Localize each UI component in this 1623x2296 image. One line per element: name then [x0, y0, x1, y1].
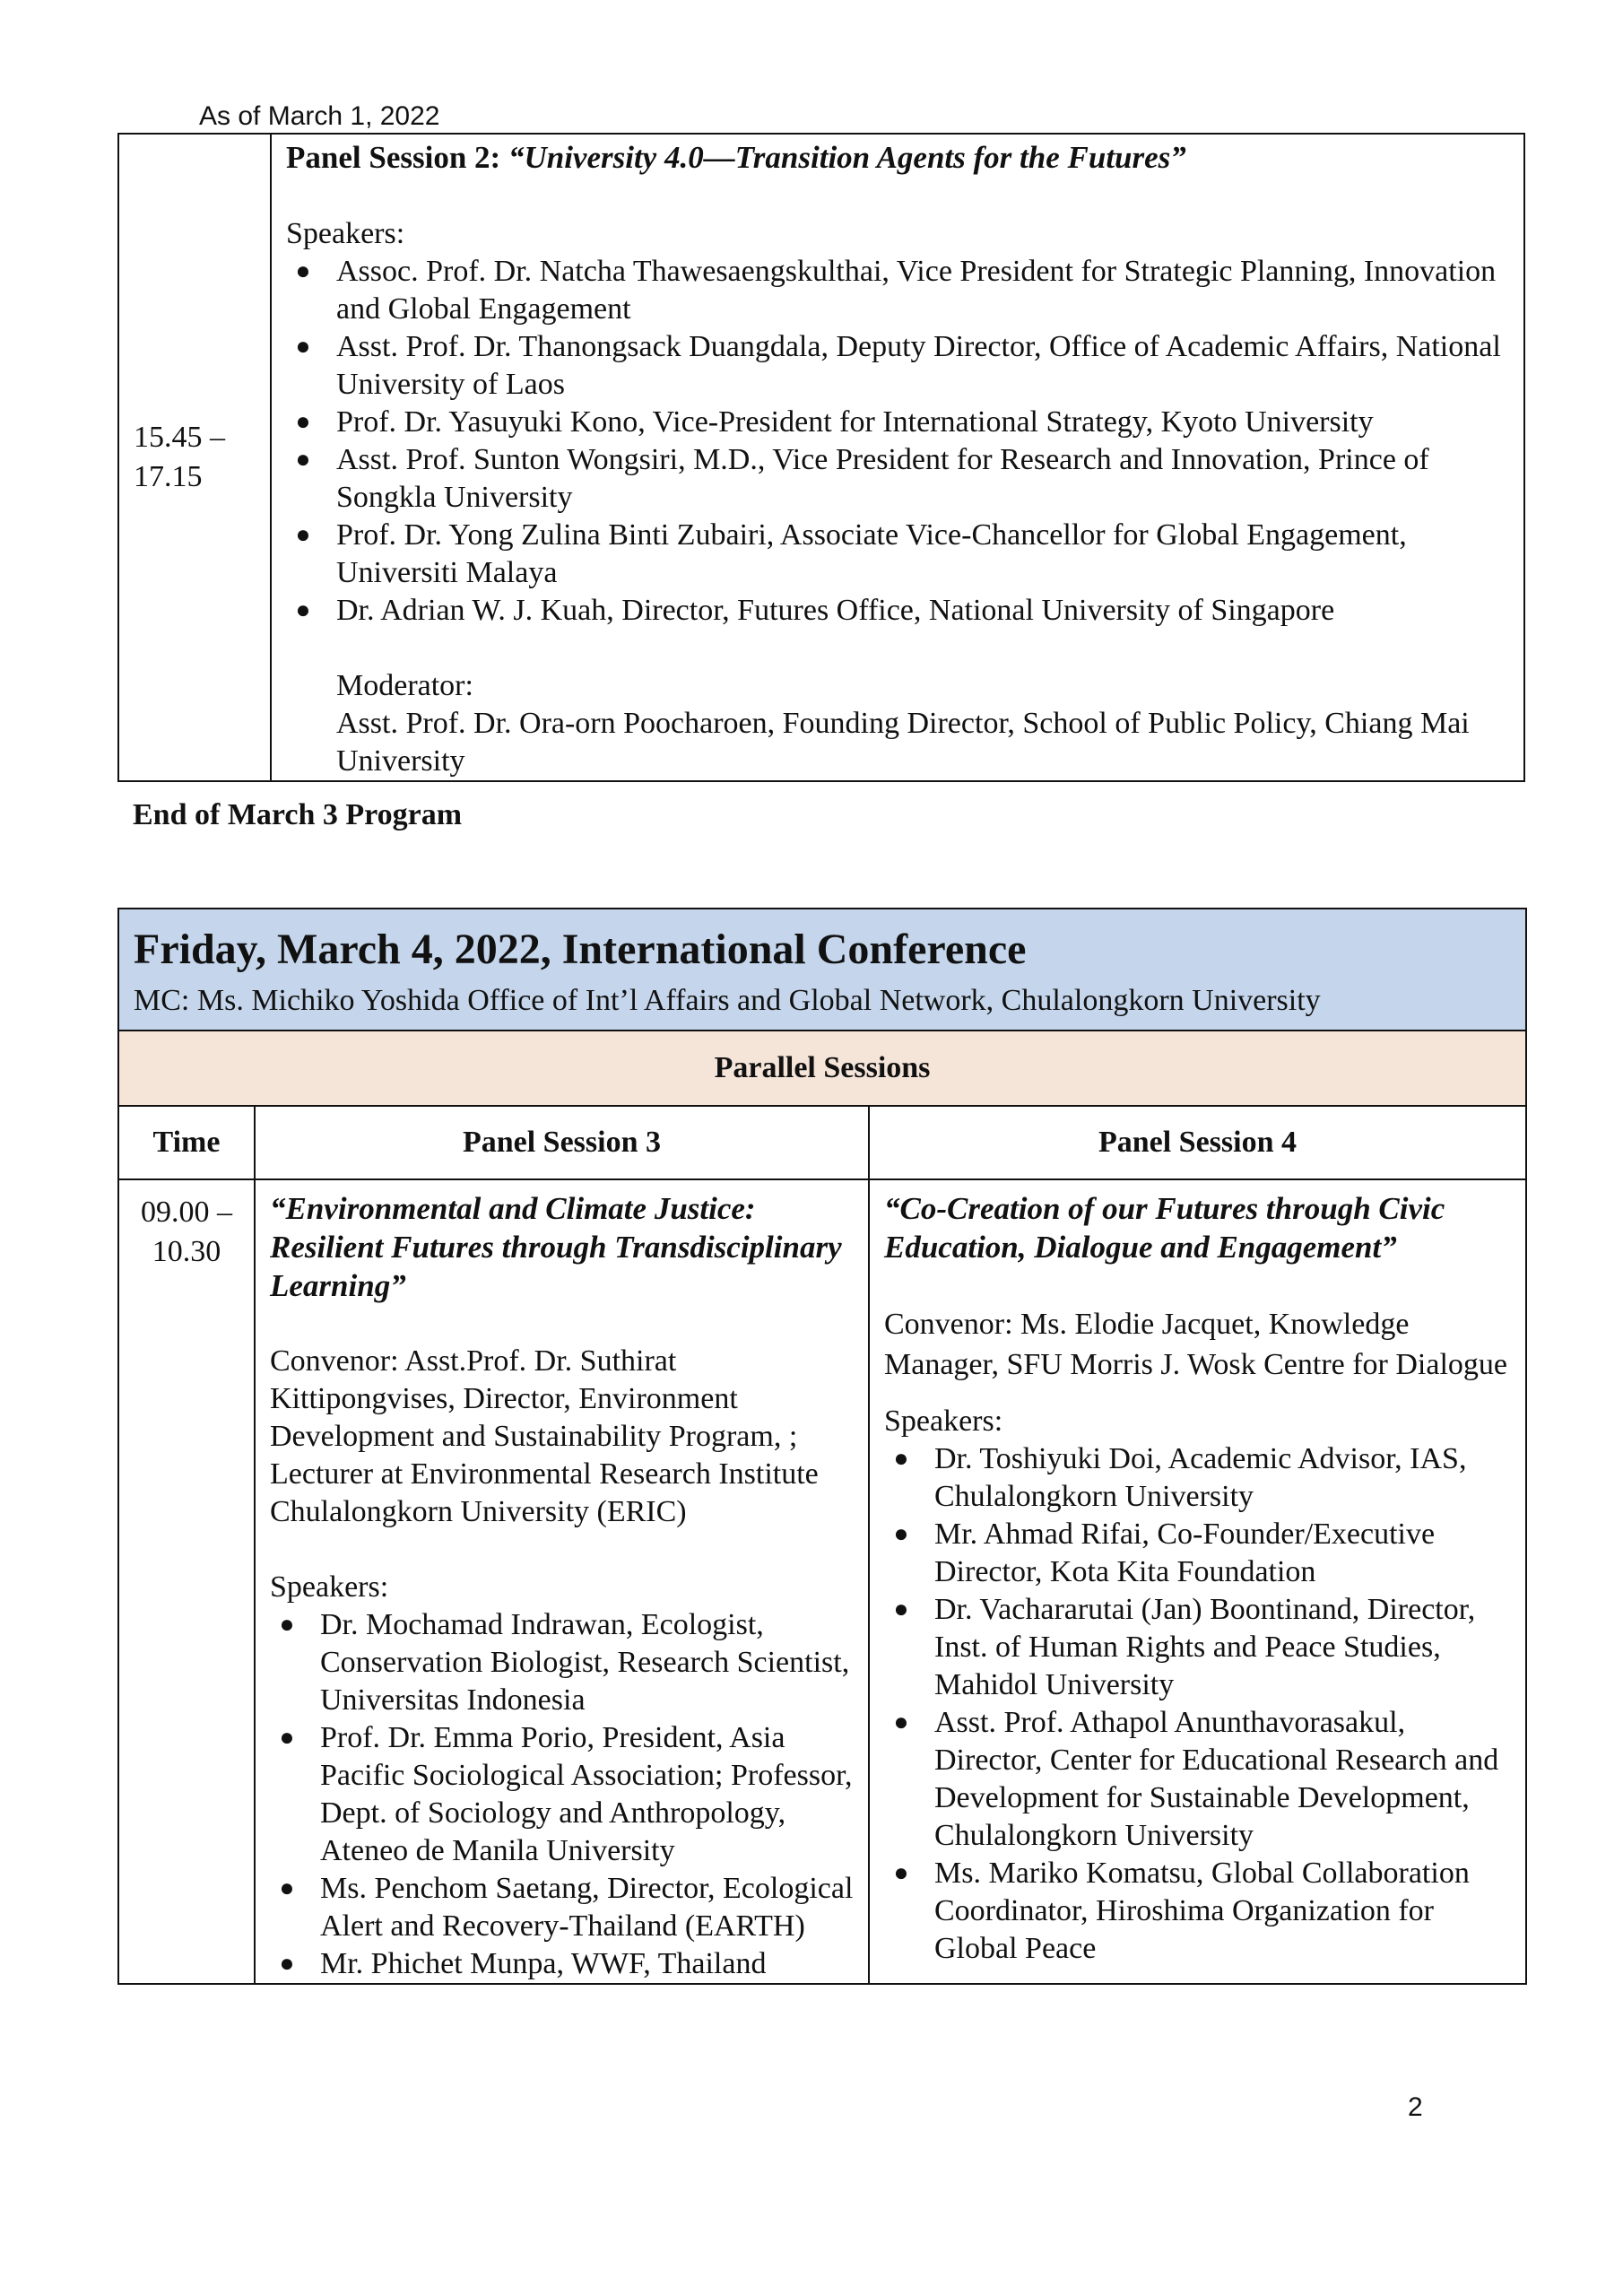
list-item: ● Dr. Adrian W. J. Kuah, Director, Futures Office, National University of Singapore	[295, 594, 1335, 627]
march4-table	[117, 908, 1527, 1985]
as-of-date: As of March 1, 2022	[199, 101, 440, 131]
list-item: ● Asst. Prof. Athapol Anunthavorasakul, Director, Center for Educational Research and Development for Sustainable Development, Chulalongkorn University	[893, 1706, 1499, 1852]
panel3-speaker-list	[270, 1606, 854, 1983]
panel4-title: “Co-Creation of our Futures through Civic Education, Dialogue and Engagement”	[884, 1191, 1445, 1265]
time-start: 15.45 –	[134, 421, 225, 454]
list-item: ● Mr. Phichet Munpa, WWF, Thailand	[279, 1947, 767, 1980]
list-item: ● Dr. Toshiyuki Doi, Academic Advisor, IAS, Chulalongkorn University	[893, 1442, 1467, 1513]
speakers-label: Speakers:	[884, 1405, 1003, 1438]
panel4-speaker-list	[884, 1440, 1511, 1968]
speakers-label: Speakers:	[270, 1570, 389, 1604]
time-header: Time	[118, 1106, 255, 1179]
list-item: ● Asst. Prof. Sunton Wongsiri, M.D., Vice President for Research and Innovation, Prince of Songkla University	[295, 443, 1429, 514]
list-item: ● Assoc. Prof. Dr. Natcha Thawesaengskulthai, Vice President for Strategic Planning, Innovation and Global Engagement	[295, 255, 1497, 326]
speakers-label: Speakers:	[286, 217, 405, 250]
moderator-label: Moderator:	[336, 669, 473, 702]
panel3-convenor: Convenor: Asst.Prof. Dr. Suthirat Kittipongvises, Director, Environment Development and Sustainability Program, ; Lecturer at Environmental Research Institute Chulalongkorn University (ERIC)	[270, 1344, 819, 1528]
session-time: 09.00 – 10.30	[118, 1179, 255, 1984]
parallel-sessions-header: Parallel Sessions	[118, 1031, 1526, 1106]
session2-speaker-list	[286, 253, 1509, 630]
session2-title: Panel Session 2: “University 4.0—Transition Agents for the Futures”	[286, 140, 1186, 175]
list-item: ● Ms. Penchom Saetang, Director, Ecological Alert and Recovery-Thailand (EARTH)	[279, 1872, 854, 1943]
list-item: ● Ms. Mariko Komatsu, Global Collaboration Coordinator, Hiroshima Organization for Global Peace	[893, 1857, 1470, 1965]
panel3-title: “Environmental and Climate Justice: Resilient Futures through Transdisciplinary Learning”	[270, 1191, 842, 1303]
page-number: 2	[1408, 2092, 1423, 2122]
day-title: Friday, March 4, 2022, International Conference	[134, 926, 1027, 973]
list-item: ● Asst. Prof. Dr. Thanongsack Duangdala, Deputy Director, Office of Academic Affairs, National University of Laos	[295, 330, 1501, 401]
end-of-program: End of March 3 Program	[133, 798, 463, 831]
panel4-convenor: Convenor: Ms. Elodie Jacquet, Knowledge Manager, SFU Morris J. Wosk Centre for Dialogue	[884, 1308, 1508, 1381]
list-item: ● Prof. Dr. Yong Zulina Binti Zubairi, Associate Vice-Chancellor for Global Engagement, Universiti Malaya	[295, 518, 1407, 589]
panel3-content	[255, 1179, 869, 1984]
day-header	[118, 909, 1526, 1031]
list-item: ● Dr. Mochamad Indrawan, Ecologist, Conservation Biologist, Research Scientist, Universitas Indonesia	[279, 1608, 850, 1717]
list-item: ● Mr. Ahmad Rifai, Co-Founder/Executive Director, Kota Kita Foundation	[893, 1518, 1436, 1588]
panel3-header: Panel Session 3	[255, 1106, 869, 1179]
panel4-header: Panel Session 4	[869, 1106, 1526, 1179]
session2-time	[118, 134, 271, 781]
list-item: ● Dr. Vachararutai (Jan) Boontinand, Director, Inst. of Human Rights and Peace Studies, Mahidol University	[893, 1593, 1476, 1701]
session2-content	[271, 134, 1524, 781]
moderator: Asst. Prof. Dr. Ora-orn Poocharoen, Founding Director, School of Public Policy, Chiang Mai University	[336, 707, 1470, 778]
time-end: 17.15	[134, 460, 203, 493]
mc-line: MC: Ms. Michiko Yoshida Office of Int’l Affairs and Global Network, Chulalongkorn University	[134, 984, 1321, 1017]
list-item: ● Prof. Dr. Yasuyuki Kono, Vice-President for International Strategy, Kyoto University	[295, 405, 1374, 439]
list-item: ● Prof. Dr. Emma Porio, President, Asia Pacific Sociological Association; Professor, Dept. of Sociology and Anthropology, Ateneo de Manila University	[279, 1721, 853, 1867]
session2-table	[117, 133, 1525, 782]
panel4-content	[869, 1179, 1526, 1984]
